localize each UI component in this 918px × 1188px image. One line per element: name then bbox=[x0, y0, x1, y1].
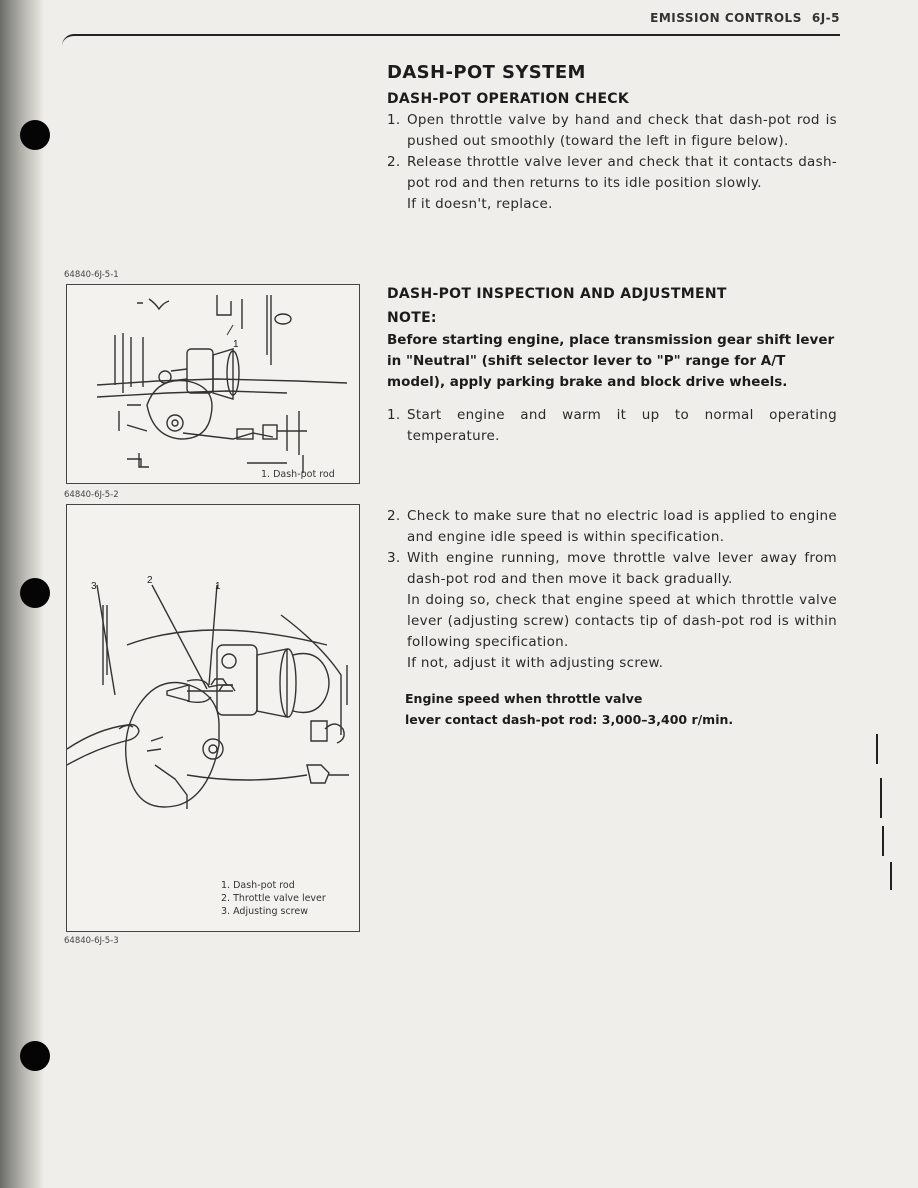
page-title: DASH-POT SYSTEM bbox=[387, 62, 586, 83]
list-item: 2. Check to make sure that no electric load is applied to engine and engine idle speed is within specification. bbox=[387, 508, 837, 545]
operation-check-block bbox=[387, 62, 837, 215]
inspection-block bbox=[387, 286, 837, 447]
callout-label: 3 bbox=[91, 581, 97, 592]
list-item: 3. With engine running, move throttle valve lever away from dash-pot rod and then move it back gradually. In doing so, check that engine speed at which throttle valve lever (adjusting screw) contacts tip of dash-pot rod is within following specification. If not, adjust it with adjusting screw. bbox=[387, 550, 837, 671]
punch-hole bbox=[20, 120, 50, 150]
operation-check-heading: DASH-POT OPERATION CHECK bbox=[387, 91, 630, 107]
note-label: NOTE: bbox=[387, 310, 437, 326]
scan-mark bbox=[880, 778, 882, 818]
header-rule bbox=[62, 34, 840, 46]
throttle-adjustment-illustration bbox=[67, 505, 359, 931]
figure-code: 64840-6J-5-2 bbox=[64, 490, 119, 500]
scan-mark bbox=[890, 862, 892, 890]
callout-label: 2 bbox=[147, 575, 153, 586]
punch-hole bbox=[20, 578, 50, 608]
note-text: Before starting engine, place transmission gear shift lever in "Neutral" (shift selector lever to "P" range for A/T model), apply parking brake and block drive wheels. bbox=[387, 332, 835, 390]
scan-mark bbox=[882, 826, 884, 856]
figure-caption-list: 1. Dash-pot rod 2. Throttle valve lever 3. Adjusting screw bbox=[221, 880, 326, 917]
figure-dash-pot-adjustment bbox=[66, 504, 360, 932]
punch-hole bbox=[20, 1041, 50, 1071]
inspection-heading: DASH-POT INSPECTION AND ADJUSTMENT bbox=[387, 286, 727, 302]
section-title: EMISSION CONTROLS bbox=[650, 11, 802, 25]
list-item: 1. Open throttle valve by hand and check that dash-pot rod is pushed out smoothly (toward the left in figure below). bbox=[387, 112, 837, 149]
page-number: 6J-5 bbox=[811, 11, 840, 25]
engine-illustration bbox=[67, 285, 359, 483]
inspection-steps bbox=[387, 506, 837, 730]
callout-label: 1 bbox=[233, 339, 239, 350]
list-item: 2. Release throttle valve lever and check that it contacts dash-pot rod and then returns to its idle position slowly. If it doesn't, replace. bbox=[387, 154, 837, 212]
spec-line: lever contact dash-pot rod: 3,000–3,400 r/min. bbox=[405, 712, 734, 727]
spec-line: Engine speed when throttle valve bbox=[405, 691, 643, 706]
figure-dash-pot-location bbox=[66, 284, 360, 484]
callout-label: 1 bbox=[215, 581, 221, 592]
scan-mark bbox=[876, 734, 878, 764]
figure-caption: 1. Dash-pot rod bbox=[261, 469, 335, 480]
running-head bbox=[650, 11, 840, 25]
list-item: 1. Start engine and warm it up to normal operating temperature. bbox=[387, 407, 837, 444]
figure-code: 64840-6J-5-1 bbox=[64, 270, 119, 280]
figure-code: 64840-6J-5-3 bbox=[64, 936, 119, 946]
